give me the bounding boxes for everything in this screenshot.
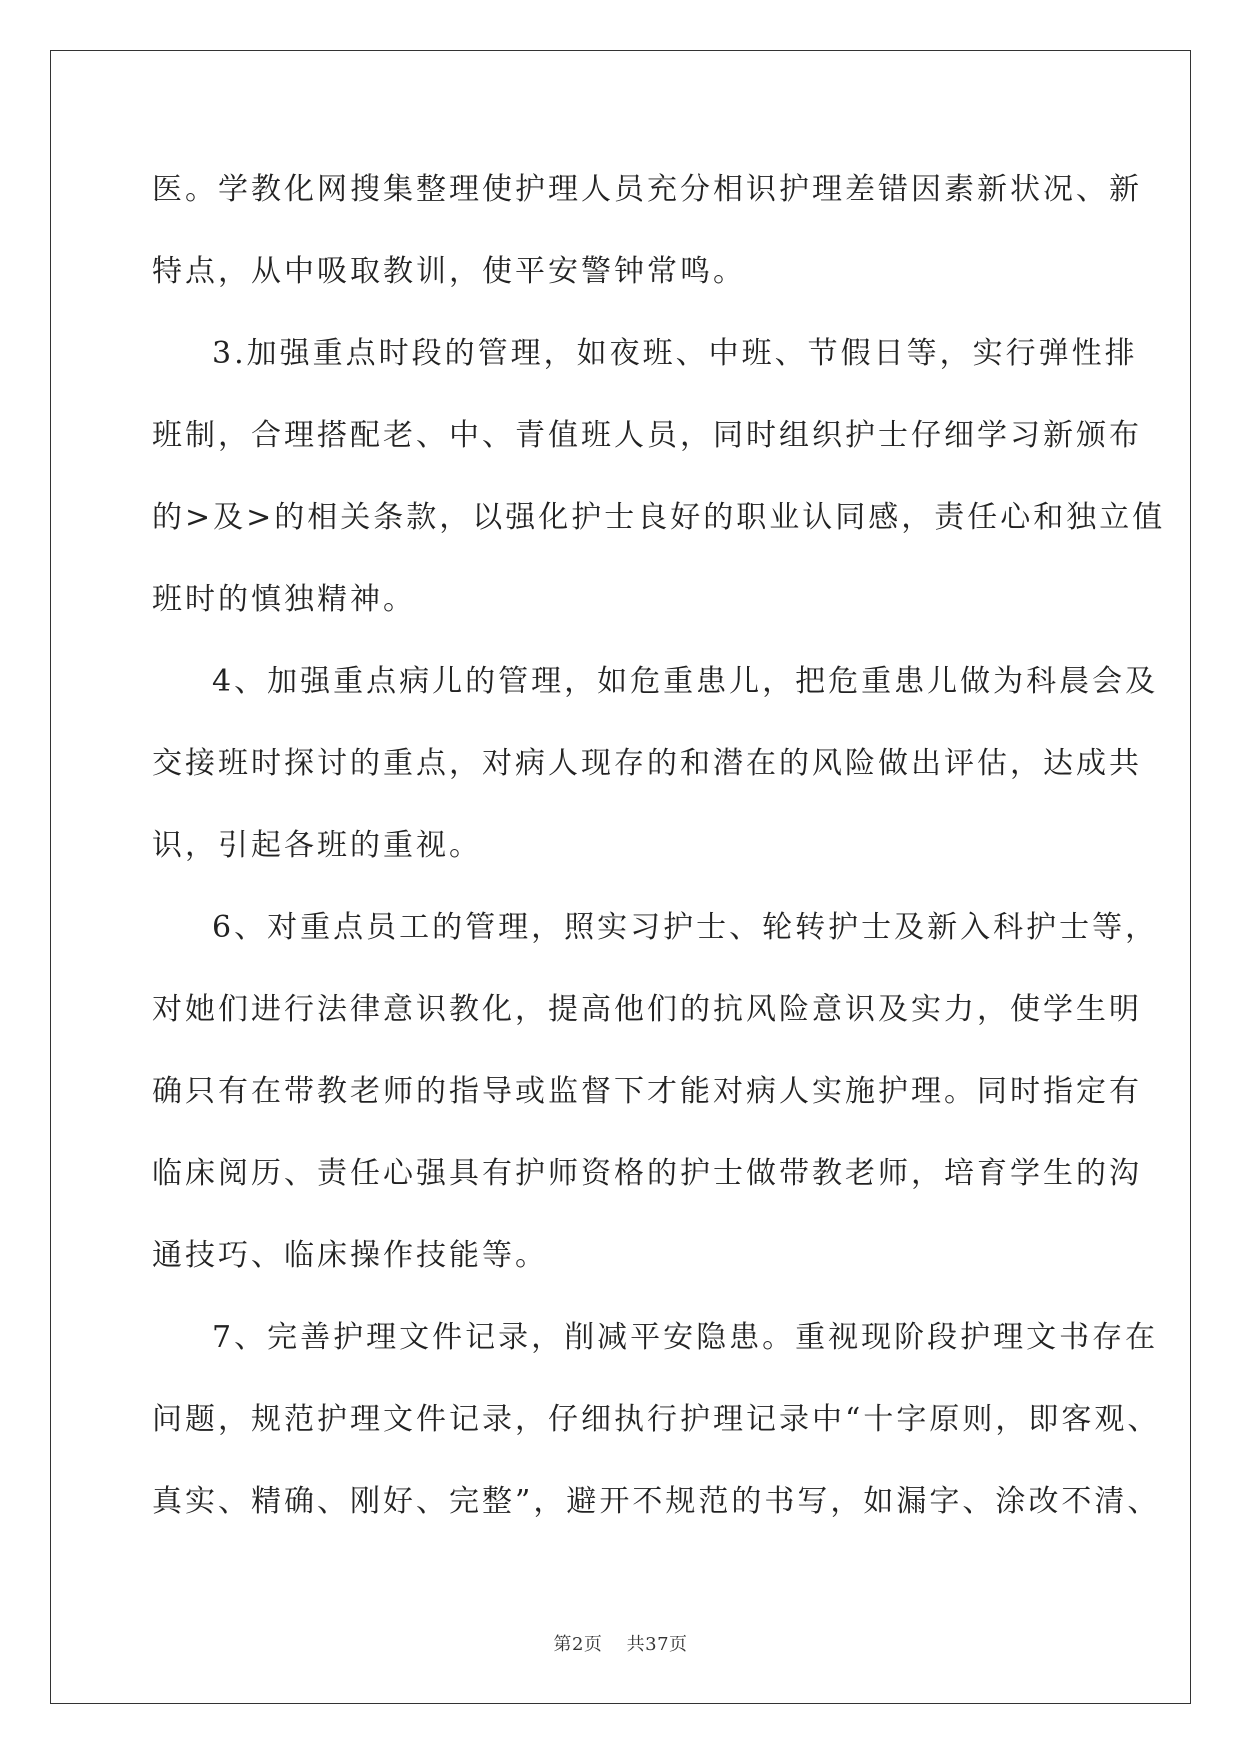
text-line: 交接班时探讨的重点，对病人现存的和潜在的风险做出评估，达成共 (152, 746, 1142, 781)
document-body (152, 160, 1166, 1554)
page-number: 第2页 (553, 1634, 603, 1655)
paragraph-start-line: 3.加强重点时段的管理，如夜班、中班、节假日等，实行弹性排 (212, 336, 1138, 371)
text-line: 临床阅历、责任心强具有护师资格的护士做带教老师，培育学生的沟 (152, 1156, 1142, 1191)
text-line: 问题，规范护理文件记录，仔细执行护理记录中“十字原则，即客观、 (152, 1402, 1161, 1437)
paragraph-start-line: 7、完善护理文件记录，削减平安隐患。重视现阶段护理文书存在 (212, 1320, 1159, 1355)
text-line: 医。学教化网搜集整理使护理人员充分相识护理差错因素新状况、新 (152, 172, 1142, 207)
page-total: 共37页 (626, 1634, 688, 1655)
paragraph-start-line: 4、加强重点病儿的管理，如危重患儿，把危重患儿做为科晨会及 (212, 664, 1159, 699)
text-line: 通技巧、临床操作技能等。 (152, 1238, 548, 1273)
page-footer (0, 1630, 1241, 1656)
text-line: 识，引起各班的重视。 (152, 828, 482, 863)
text-line: 真实、精确、刚好、完整”，避开不规范的书写，如漏字、涂改不清、 (152, 1484, 1161, 1519)
text-line: 班时的慎独精神。 (152, 582, 416, 617)
text-line: 特点，从中吸取教训，使平安警钟常鸣。 (152, 254, 746, 289)
paragraph-start-line: 6、对重点员工的管理，照实习护士、轮转护士及新入科护士等， (212, 910, 1159, 945)
text-line: 的>及>的相关条款，以强化护士良好的职业认同感，责任心和独立值 (152, 500, 1166, 535)
text-line: 班制，合理搭配老、中、青值班人员，同时组织护士仔细学习新颁布 (152, 418, 1142, 453)
text-line: 确只有在带教老师的指导或监督下才能对病人实施护理。同时指定有 (152, 1074, 1142, 1109)
text-line: 对她们进行法律意识教化，提高他们的抗风险意识及实力，使学生明 (152, 992, 1142, 1027)
